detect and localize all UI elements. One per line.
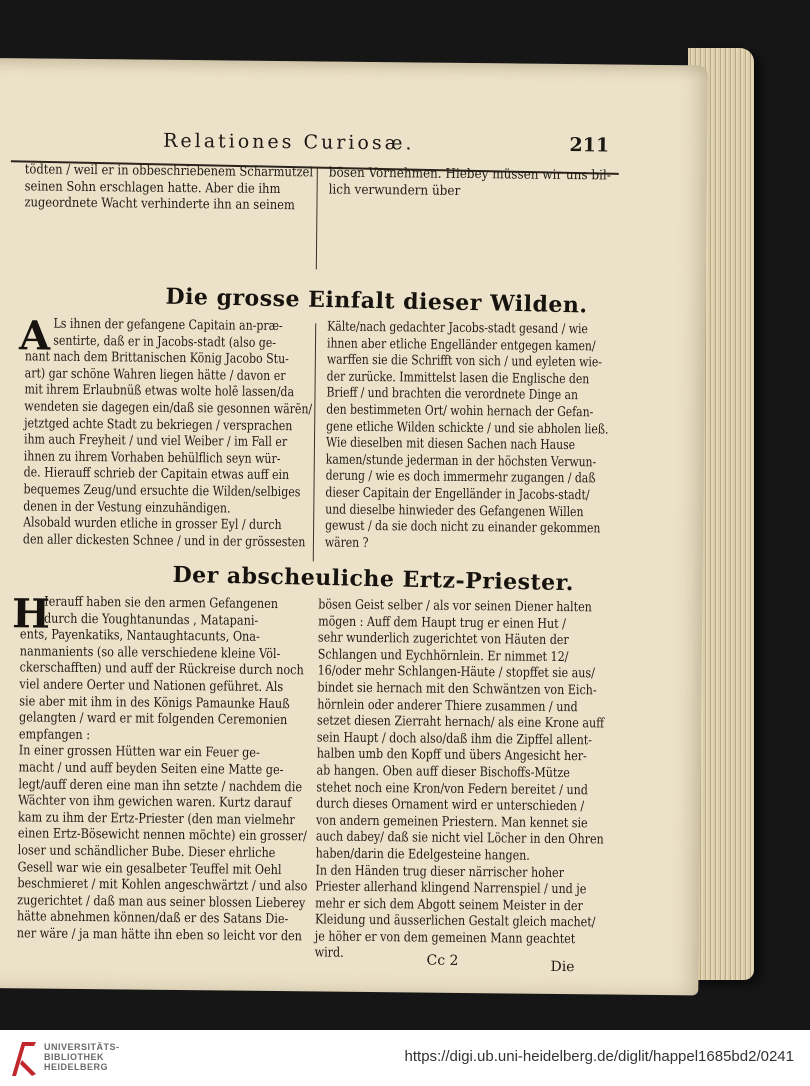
text-line: wendeten sie dagegen ein/daß sie gesonnen wärēn/	[24, 399, 313, 418]
section1-right-column	[325, 320, 672, 556]
text-line: empfangen :	[18, 727, 91, 743]
text-line: auch dabey/ daß sie nicht viel Löcher in den Ohren	[315, 829, 604, 848]
text-line: Kälte/nach gedachter Jacobs-stadt gesand / wie	[327, 319, 588, 338]
text-line: mögen : Auff dem Haupt trug er einen Hut /	[318, 614, 566, 632]
text-line: art) gar schöne Wahren liegen hätte / davon er	[24, 366, 286, 384]
text-line: dieser Capitain der Engelländer in Jacobs-stadt/	[325, 485, 590, 504]
catchword: Die	[550, 958, 575, 976]
text-line: derung / wie es doch immermehr zugangen / daß	[325, 468, 596, 487]
text-line: wären ?	[324, 535, 369, 551]
text-line: Brieff / und brachten die verordnete Dinge an	[326, 385, 579, 404]
text-line: warffen sie die Schrifft von sich / und eyleten wie-	[326, 352, 603, 371]
text-line: sehr wunderlich zugerichtet von Häuten der	[317, 630, 569, 649]
book-page	[0, 58, 708, 995]
text-line: den aller dickesten Schnee / und in der grössesten	[22, 532, 306, 551]
text-line: kam zu ihm der Ertz-Priester (den man vielmehr	[17, 810, 295, 828]
text-line: beschmieret / mit Kohlen angeschwärtzt / und also	[17, 876, 308, 895]
text-line: ckerschafften) und auff der Rückreise durch noch	[19, 660, 304, 679]
text-line: Schlangen und Eychhörnlein. Er nimmet 12/	[317, 647, 569, 665]
text-line: ab hangen. Oben auff dieser Bischoffs-Mütze	[316, 763, 570, 782]
text-line: bösen Geist selber / als vor seinen Diener halten	[318, 597, 592, 616]
text-line: jetztged achte Stadt zu bekriegen / versprachen	[24, 415, 293, 434]
text-line: der zurücke. Immittelst lasen die Englische den	[326, 369, 590, 388]
text-line: gene etliche Wilden schickte / und sie abholen ließ.	[326, 419, 609, 438]
text-line: sie aber mit ihm in des Königs Pamaunke Hauß	[19, 693, 290, 712]
dropcap-a: A	[18, 312, 51, 360]
text-line: zugeordnete Wacht verhinderte ihn an seinem	[24, 195, 295, 214]
text-line: nanmanients (so alle verschiedene kleine Völ-	[19, 644, 281, 662]
text-line: stehet noch eine Kron/von Federn bereitet / und	[316, 779, 588, 798]
top-right-column	[329, 166, 639, 202]
text-line: nant nach dem Brittanischen König Jacobo Stu-	[24, 349, 289, 368]
text-line: de. Hierauff schrieb der Capitain etwas auff ein	[23, 465, 290, 484]
text-line: loser und schändlicher Bube. Dieser ehrliche	[17, 843, 276, 861]
text-line: denen in der Vestung einzuhändigen.	[23, 498, 231, 517]
text-line: tödten / weil er in obbeschriebenem Scharmützel	[24, 162, 314, 181]
running-header	[163, 129, 610, 163]
library-line-3: HEIDELBERG	[44, 1062, 109, 1072]
footer-bar	[0, 1030, 810, 1086]
text-line: wird.	[314, 945, 344, 962]
text-line: Gesell war wie ein gesalbeter Teuffel mit Oehl	[17, 859, 282, 878]
text-line: mehr er sich dem Abgott seinem Meister in der	[315, 896, 583, 914]
text-line: einen Ertz-Bösewicht nennen möchte) ein grosser/	[17, 826, 307, 845]
text-line: hätte abnehmen können/daß er des Satans Die-	[16, 909, 289, 928]
library-line-1: UNIVERSITÄTS-	[44, 1042, 120, 1052]
text-line: In einer grossen Hütten war ein Feuer ge-	[18, 743, 260, 762]
text-line: sentirte, daß er in Jacobs-stadt (also ge-	[53, 333, 277, 351]
text-line: Priester allerhand klingend Narrenspiel / und je	[315, 879, 587, 898]
text-line: macht / und auff beyden Seiten eine Matte ge-	[18, 760, 284, 779]
text-line: seinen Sohn erschlagen hatte. Aber die ihm	[24, 178, 281, 197]
text-line: setzet diesen Zierraht hernach/ als eine Krone auff	[316, 713, 605, 732]
text-line: sein Haupt / doch also/daß ihm die Zipffel allent-	[316, 730, 593, 749]
text-line: bösen Vornehmen. Hiebey müssen wir uns bil-	[328, 165, 611, 184]
section-heading-einfalt: Die grosse Einfalt dieser Wilden.	[165, 283, 588, 319]
text-line: Wächter von ihm gewichen waren. Kurtz darauf	[18, 793, 292, 812]
text-line: hörnlein oder anderer Thiere zusammen / und	[317, 697, 578, 715]
section1-left-column	[23, 316, 371, 552]
dropcap-h: H	[11, 590, 51, 638]
text-line: durch die Youghtanundas , Matapani-	[43, 611, 259, 629]
text-line: bequemes Zeug/und ersuchte die Wilden/selbiges	[23, 482, 301, 501]
section2-left-column	[17, 594, 361, 946]
text-line: Ls ihnen der gefangene Capitain an-præ-	[53, 316, 283, 335]
text-line: 16/oder mehr Schlangen-Häute / stopffet sie aus/	[317, 663, 595, 682]
text-line: gewust / da sie doch nicht zu einander gekommen	[325, 518, 601, 537]
library-name	[44, 1042, 120, 1072]
running-title: Relationes Curiosæ.	[163, 129, 415, 155]
text-line: bindet sie hernach mit den Schwäntzen von Eich-	[317, 680, 597, 699]
text-line: legt/auff deren eine man ihn setzte / nachdem die	[18, 776, 303, 795]
text-line: Alsobald wurden etliche in grosser Eyl / durch	[23, 515, 282, 534]
top-left-column	[24, 162, 355, 215]
text-line: ihm auch Freyheit / und viel Weiber / im Fall er	[23, 432, 288, 451]
signature-mark: Cc 2	[426, 952, 459, 969]
section2-right-column	[315, 597, 661, 966]
text-line: gelangten / ward er mit folgenden Ceremonien	[19, 710, 288, 729]
library-logo-icon	[10, 1038, 38, 1078]
text-line: In den Händen trug dieser närrischer hoher	[315, 862, 565, 881]
text-line: ner wäre / ja man hätte ihn eben so leicht vor den	[16, 926, 303, 945]
text-line: kamen/stunde jederman in der höchsten Verwun-	[325, 452, 597, 471]
source-url-link[interactable]: https://digi.ub.uni-heidelberg.de/diglit/happel1685bd2/0241	[404, 1048, 794, 1065]
text-line: ihnen zu ihrem Vorhaben behülflich seyn wür-	[23, 449, 281, 467]
text-line: viel andere Oerter und Nationen geführet. Als	[19, 677, 284, 696]
column-divider-top	[316, 167, 318, 269]
text-line: Wie dieselben mit diesen Sachen nach Hause	[325, 435, 576, 454]
text-line: mit ihrem Erlaubnüß etwas wolte holē lassen/da	[24, 382, 295, 401]
text-line: halben umb den Kopff und übers Angesicht her-	[316, 746, 587, 765]
page-number: 211	[569, 134, 610, 157]
text-line: Ierauff haben sie den armen Gefangenen	[44, 594, 279, 613]
text-line: von andern gemeinen Priestern. Man kennet sie	[315, 813, 588, 831]
text-line: ents, Payenkatiks, Nantaughtacunts, Ona-	[19, 627, 260, 646]
text-line: ihnen aber etliche Engelländer entgegen kamen/	[326, 336, 596, 354]
text-line: je höher er von dem gemeinen Mann geachtet	[314, 929, 576, 948]
section-heading-priester: Der abscheuliche Ertz-Priester.	[172, 561, 575, 597]
text-line: Kleidung und äusserlichen Gestalt gleich machet/	[314, 912, 596, 931]
library-line-2: BIBLIOTHEK	[44, 1052, 104, 1062]
text-line: haben/darin die Edelgesteine hangen.	[315, 846, 530, 864]
text-line: den bestimmeten Ort/ wohin hernach der Gefan-	[326, 402, 594, 421]
text-line: durch dieses Ornament wird er unterschieden /	[316, 796, 585, 815]
text-line: zugerichtet / daß man aus seiner blossen Lieberey	[17, 892, 306, 912]
text-line: und dieselbe hinwieder des Gefangenen Willen	[325, 502, 584, 520]
text-line: lich verwundern über	[328, 182, 461, 199]
